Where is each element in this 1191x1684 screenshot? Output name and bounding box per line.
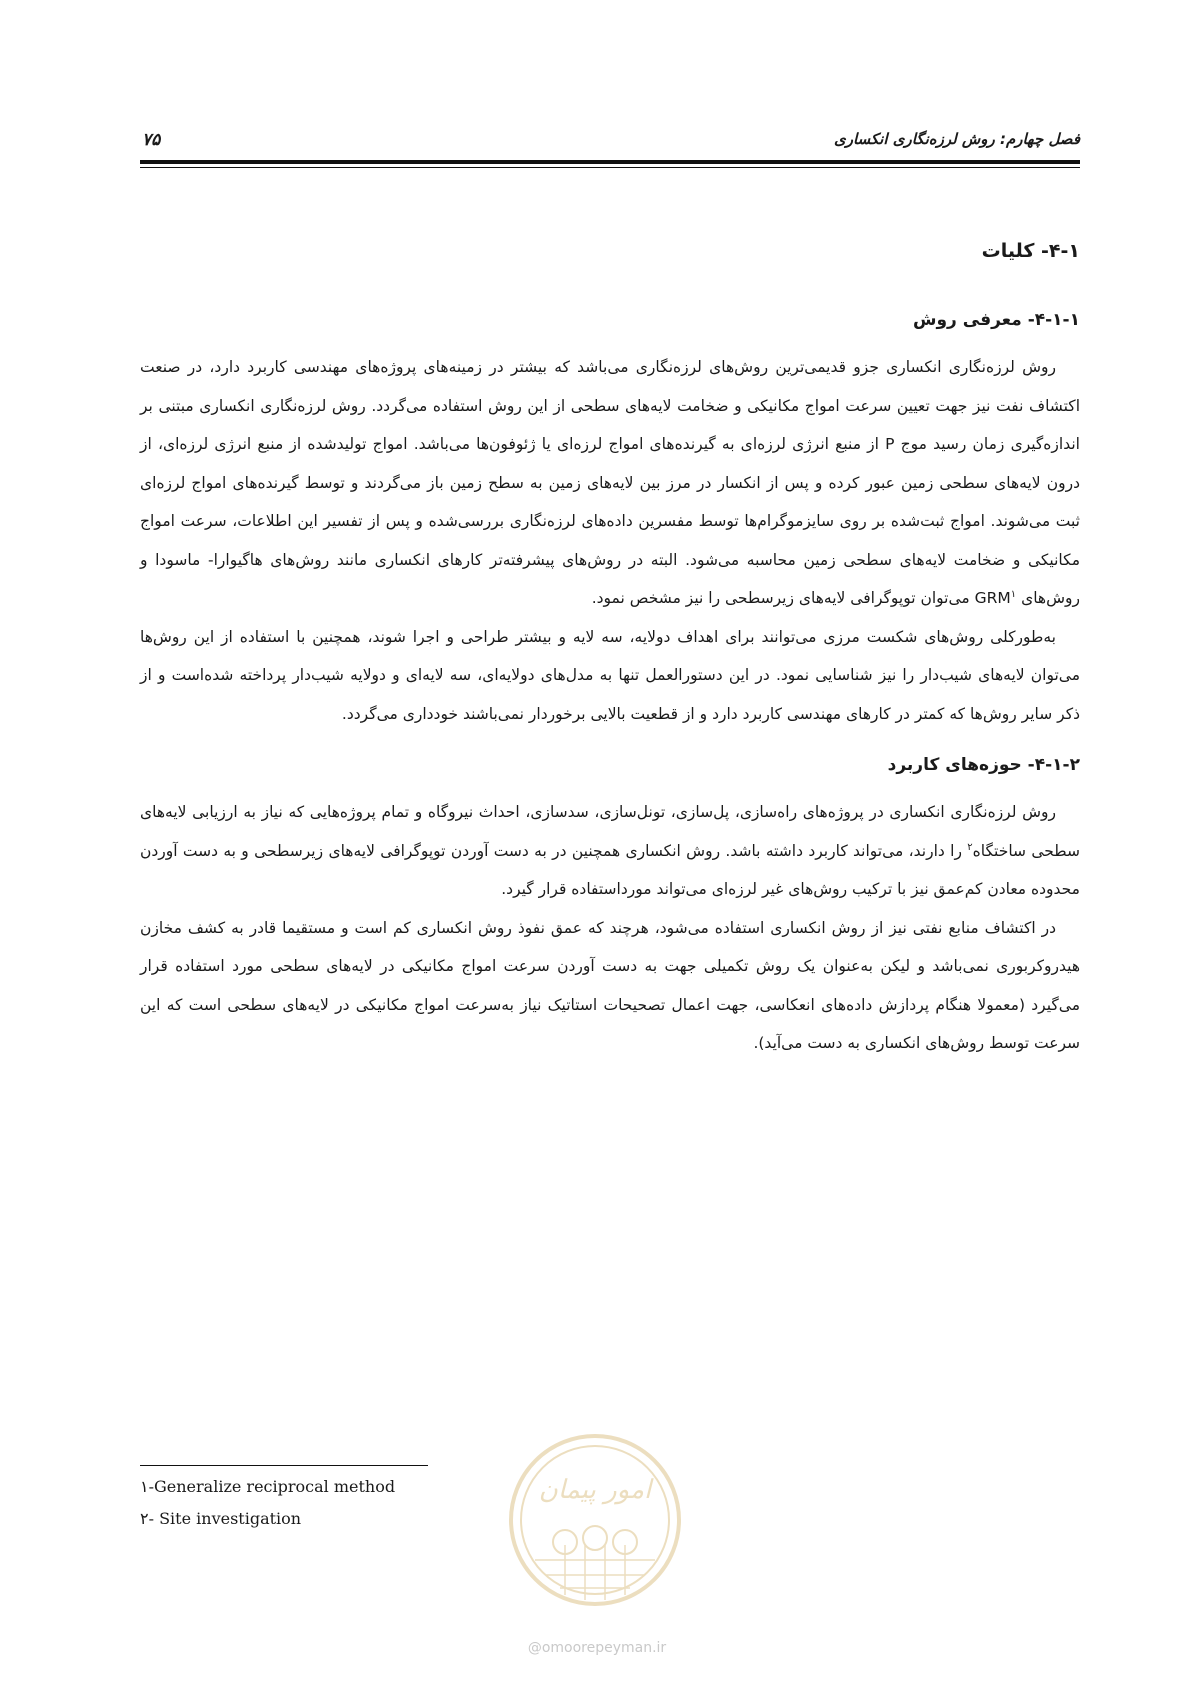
footnote-ref-1[interactable]: ۱ xyxy=(1010,588,1017,600)
paragraph-intro-2: به‌طورکلی روش‌های شکست مرزی می‌توانند برای اهداف دولایه، سه لایه و بیشتر طراحی و اجرا شوند، همچنین با استفاده از این روش‌ها می‌توان لایه‌های شیب‌دار را نیز شناسایی نمود. در این دستورالعمل تنها به مدل‌های دولایه‌ای، سه لایه‌ای و دولایه شیب‌دار پرداخته شده‌است و از ذکر سایر روش‌ها که کمتر در کارهای مهندسی کاربرد دارد و از قطعیت بالایی برخوردار نمی‌باشند خودداری می‌گردد. xyxy=(140,627,1080,723)
paragraph-applications-1 xyxy=(140,793,1080,909)
page-header xyxy=(140,118,1080,158)
running-title: فصل چهارم: روش لرزه‌نگاری انکساری xyxy=(833,130,1080,148)
page-number: ۷۵ xyxy=(142,130,161,150)
header-rule-thick xyxy=(140,160,1080,164)
paragraph-intro-1 xyxy=(140,348,1080,618)
paragraph-applications-2: در اکتشاف منابع نفتی نیز از روش انکساری استفاده می‌شود، هرچند که عمق نفوذ روش انکساری کم است و مستقیما قادر به کشف مخازن هیدروکربوری نمی‌باشد و لیکن به‌عنوان یک روش تکمیلی جهت به دست آوردن سرعت امواج مکانیکی در لایه‌های سطحی مورد استفاده قرار می‌گیرد (معمولا هنگام پردازش داده‌های انعکاسی، جهت اعمال تصحیحات استاتیک نیاز به‌سرعت امواج مکانیکی در لایه‌های سطحی است که این سرعت توسط روش‌های انکساری به دست می‌آید). xyxy=(140,918,1080,1052)
footnote-ref-2[interactable]: ۲ xyxy=(967,841,973,853)
footnote-2: ۲- Site investigation xyxy=(140,1509,302,1528)
main-content xyxy=(140,240,1080,1063)
subsection-heading-applications: ۴-۱-۲- حوزه‌های کاربرد xyxy=(887,755,1080,775)
footnote-1: ۱-Generalize reciprocal method xyxy=(140,1477,396,1496)
paragraph-applications-1-text-b: را دارند، می‌تواند کاربرد داشته باشد. روش انکساری همچنین در به دست آوردن توپوگرافی لایه‌های زیرسطحی و به دست آوردن محدوده معادن کم‌عمق نیز با ترکیب روش‌های غیر لرزه‌ای می‌تواند مورداستفاده قرار گیرد. xyxy=(140,841,1080,898)
stamp-text: امور پیمان xyxy=(538,1475,652,1505)
paragraph-intro-1-text-b: می‌توان توپوگرافی لایه‌های زیرسطحی را نیز مشخص نمود. xyxy=(591,589,975,607)
paragraph-applications-1-text-a: روش لرزه‌نگاری انکساری در پروژه‌های راه‌سازی، پل‌سازی، تونل‌سازی، سدسازی، احداث نیروگاه و تمام پروژه‌هایی که نیاز به ارزیابی لایه‌های سطحی ساختگاه xyxy=(140,803,1080,860)
watermark-text: @omoorepeyman.ir xyxy=(527,1640,667,1656)
stamp-seal-icon xyxy=(505,1430,685,1610)
section-heading-overview: ۴-۱- کلیات xyxy=(981,240,1080,262)
paragraph-intro-1-text-a: روش لرزه‌نگاری انکساری جزو قدیمی‌ترین روش‌های لرزه‌نگاری می‌باشد که بیشتر در زمینه‌های پروژه‌های مهندسی کاربرد دارد، در صنعت اکتشاف نفت نیز جهت تعیین سرعت امواج مکانیکی و ضخامت لایه‌های سطحی از این روش استفاده می‌گردد. روش لرزه‌نگاری انکساری مبتنی بر اندازه‌گیری زمان رسید موج P از منبع انرژی لرزه‌ای به گیرنده‌های امواج لرزه‌ای یا ژئوفون‌ها می‌باشد. امواج تولیدشده از منبع انرژی لرزه‌ای، از درون لایه‌های سطحی زمین عبور کرده و پس از انکسار در مرز بین لایه‌های زمین به سطح زمین باز می‌گردند و توسط گیرنده‌های امواج لرزه‌ای ثبت می‌شوند. امواج ثبت‌شده بر روی سایزموگرام‌ها توسط مفسرین داده‌های لرزه‌نگاری بررسی‌شده و پس از تفسیر این اطلاعات، سرعت امواج مکانیکی و ضخامت لایه‌های سطحی زمین محاسبه می‌شود. البته در روش‌های پیشرفته‌تر کارهای انکساری مانند روش‌های هاگیوارا- ماسودا و روش‌های GRM xyxy=(140,358,1080,607)
subsection-heading-introduction: ۴-۱-۱- معرفی روش xyxy=(913,310,1080,330)
footnote-separator xyxy=(140,1465,428,1466)
header-rule-thin xyxy=(140,167,1080,168)
footnotes xyxy=(140,1476,560,1540)
